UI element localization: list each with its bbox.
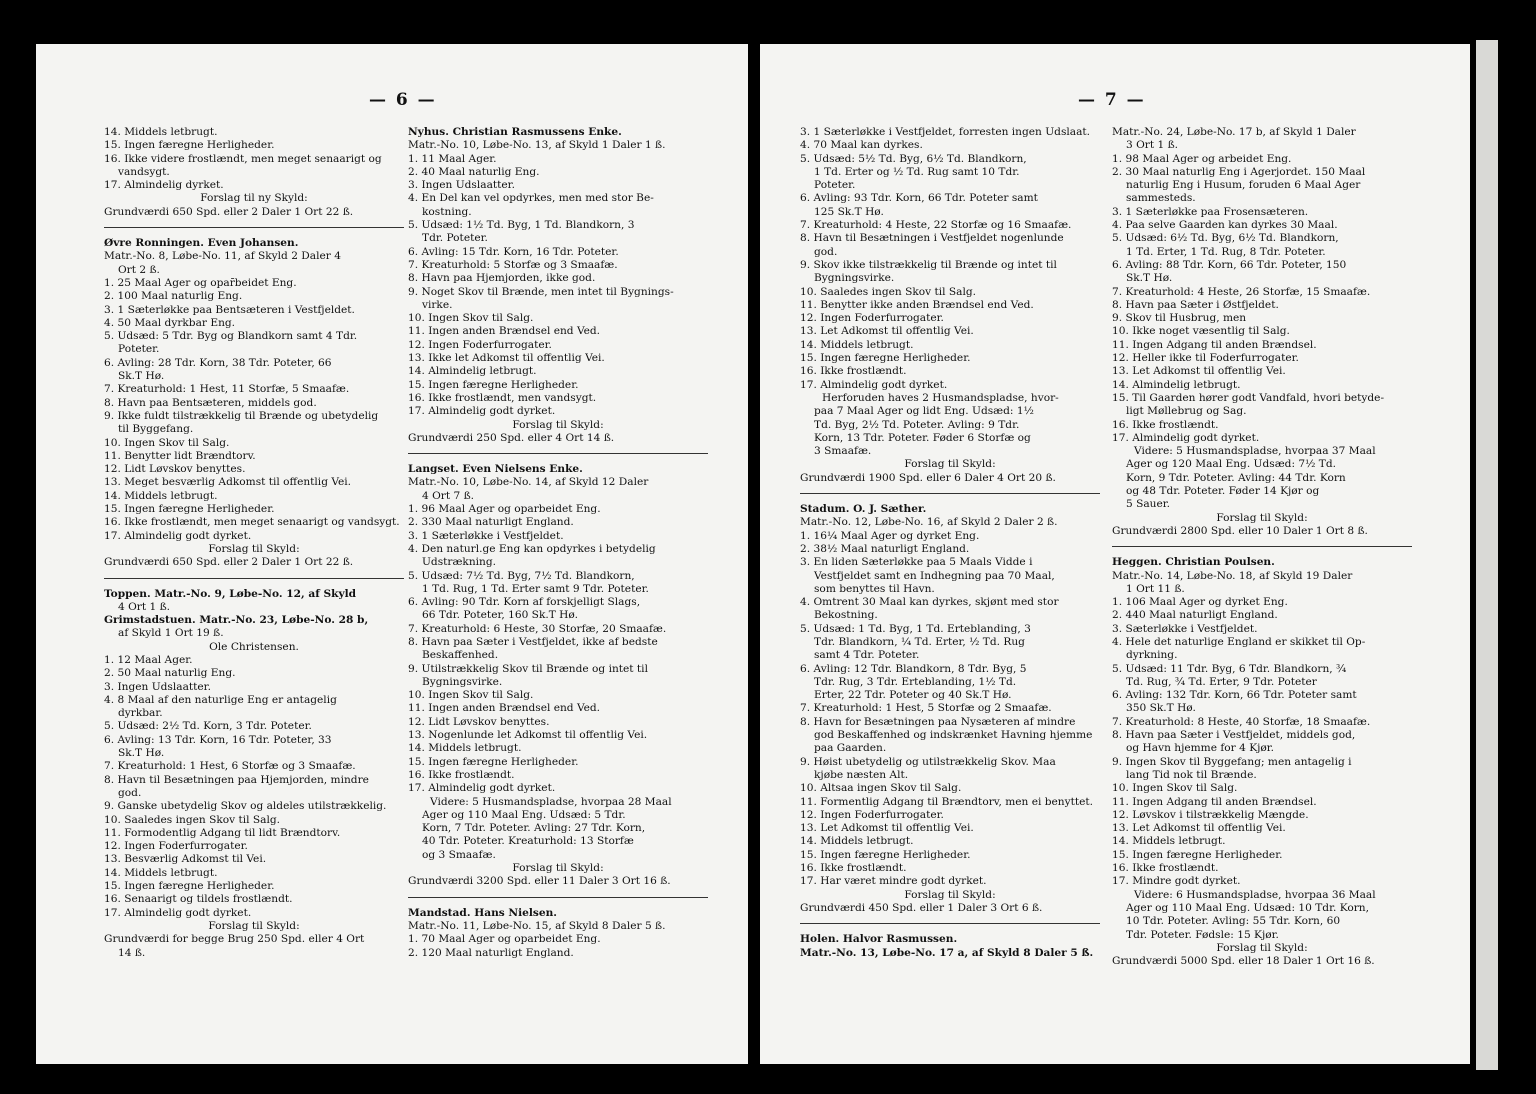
text-line: Tdr. Poteter.: [422, 232, 488, 245]
text-line: 4. 8 Maal af den naturlige Eng er antagelig: [104, 693, 337, 706]
text-line: 17. Almindelig godt dyrket.: [408, 782, 556, 795]
text-line: 6. Avling: 28 Tdr. Korn, 38 Tdr. Poteter, 66: [104, 356, 332, 369]
text-line: og Havn hjemme for 4 Kjør.: [1126, 742, 1275, 755]
text-line: lang Tid nok til Brænde.: [1126, 768, 1257, 781]
text-line: Herforuden haves 2 Husmandspladse, hvor-: [822, 391, 1059, 404]
text-line: Sk.T Hø.: [118, 370, 165, 383]
text-line: Forslag til Skyld:: [208, 919, 300, 932]
page-edge-strip: [1476, 40, 1498, 1070]
text-line: 17. Almindelig godt dyrket.: [104, 529, 252, 542]
text-line: 15. Ingen færegne Herligheder.: [408, 378, 579, 391]
text-line: Matr.-No. 14, Løbe-No. 18, af Skyld 19 Daler: [1112, 569, 1353, 582]
text-line: Ort 2 ß.: [118, 263, 160, 276]
text-line: 13. Meget besværlig Adkomst til offentlig Vei.: [104, 476, 352, 489]
text-line: 3 Ort 1 ß.: [1126, 139, 1179, 152]
text-line: Forslag til ny Skyld:: [200, 192, 308, 205]
text-line: 2. 38½ Maal naturligt England.: [800, 542, 970, 555]
text-line: 13. Let Adkomst til offentlig Vei.: [1112, 365, 1286, 378]
entry-heading: Langset. Even Nielsens Enke.: [408, 463, 583, 476]
section-divider: [800, 923, 1100, 924]
text-line: 3. En liden Sæterløkke paa 5 Maals Vidde i: [800, 556, 1033, 569]
text-line: 15. Ingen færegne Herligheder.: [800, 848, 971, 861]
text-line: 17. Almindelig godt dyrket.: [1112, 431, 1260, 444]
right-column-2: [1112, 126, 1412, 968]
text-line: 13. Let Adkomst til offentlig Vei.: [800, 325, 974, 338]
text-line: 1. 106 Maal Ager og dyrket Eng.: [1112, 596, 1288, 609]
text-line: Ager og 110 Maal Eng. Udsæd: 5 Tdr.: [422, 808, 626, 821]
text-line: 8. Havn til Besætningen paa Hjemjorden, mindre: [104, 773, 369, 786]
text-line: 16. Ikke frostlændt.: [1112, 862, 1219, 875]
text-line: Forslag til Skyld:: [1216, 941, 1308, 954]
text-line: 16. Ikke frostlændt.: [800, 862, 907, 875]
text-line: Ole Christensen.: [209, 640, 299, 653]
text-line: 10. Ingen Skov til Salg.: [104, 436, 230, 449]
text-line: 5. Udsæd: 5 Tdr. Byg og Blandkorn samt 4 Tdr.: [104, 330, 358, 343]
text-line: 1. 70 Maal Ager og oparbeidet Eng.: [408, 933, 601, 946]
text-line: 1 Ort 11 ß.: [1126, 582, 1185, 595]
text-line: 1 Td. Erter og ½ Td. Rug samt 10 Tdr.: [814, 165, 1020, 178]
entry-heading: Øvre Ronningen. Even Johansen.: [104, 237, 299, 250]
text-line: Forslag til Skyld:: [1216, 511, 1308, 524]
text-line: af Skyld 1 Ort 19 ß.: [118, 627, 224, 640]
text-line: 350 Sk.T Hø.: [1126, 702, 1196, 715]
text-line: 3. Ingen Udslaatter.: [408, 179, 515, 192]
text-line: 6. Avling: 93 Tdr. Korn, 66 Tdr. Poteter samt: [800, 192, 1038, 205]
text-line: Forslag til Skyld:: [208, 542, 300, 555]
text-line: 8. Havn for Besætningen paa Nysæteren af mindre: [800, 715, 1076, 728]
text-line: 14. Middels letbrugt.: [800, 835, 914, 848]
text-line: 17. Almindelig dyrket.: [104, 179, 224, 192]
text-line: 12. Ingen Foderfurrogater.: [800, 808, 944, 821]
text-line: 11. Formodentlig Adgang til lidt Brændtorv.: [104, 826, 341, 839]
text-line: Td. Rug, ¾ Td. Erter, 9 Tdr. Poteter: [1126, 675, 1317, 688]
text-line: 12. Ingen Foderfurrogater.: [408, 338, 552, 351]
text-line: 4. Paa selve Gaarden kan dyrkes 30 Maal.: [1112, 219, 1338, 232]
text-line: 5. Udsæd: 7½ Td. Byg, 7½ Td. Blandkorn,: [408, 569, 635, 582]
section-divider: [104, 227, 404, 228]
text-line: paa 7 Maal Ager og lidt Eng. Udsæd: 1½: [814, 405, 1034, 418]
text-line: 14. Middels letbrugt.: [104, 866, 218, 879]
section-divider: [104, 578, 404, 579]
text-line: 4. Hele det naturlige England er skikket til Op-: [1112, 635, 1366, 648]
text-line: 2. 100 Maal naturlig Eng.: [104, 290, 243, 303]
entry-heading: Matr.-No. 13, Løbe-No. 17 a, af Skyld 8 Daler 5 ß.: [800, 946, 1094, 959]
text-line: 12. Ingen Foderfurrogater.: [800, 312, 944, 325]
text-line: Grundværdi 650 Spd. eller 2 Daler 1 Ort 22 ß.: [104, 205, 354, 218]
text-line: 15. Til Gaarden hører godt Vandfald, hvori betyde-: [1112, 391, 1385, 404]
text-line: Sk.T Hø.: [118, 747, 165, 760]
text-line: god.: [814, 245, 838, 258]
text-line: 3. 1 Sæterløkke paa Bentsæteren i Vestfjeldet.: [104, 303, 355, 316]
text-line: 17. Almindelig godt dyrket.: [800, 378, 948, 391]
entry-heading: Grimstadstuen. Matr.-No. 23, Løbe-No. 28 b,: [104, 614, 369, 627]
text-line: 5. Udsæd: 1½ Td. Byg, 1 Td. Blandkorn, 3: [408, 219, 635, 232]
text-line: 9. Ingen Skov til Byggefang; men antagelig i: [1112, 755, 1352, 768]
text-line: 11. Ingen anden Brændsel end Ved.: [408, 325, 601, 338]
entry-heading: Toppen. Matr.-No. 9, Løbe-No. 12, af Skyld: [104, 587, 357, 600]
text-line: 10 Tdr. Poteter. Avling: 55 Tdr. Korn, 60: [1126, 915, 1341, 928]
text-line: vandsygt.: [118, 165, 170, 178]
text-line: 17. Mindre godt dyrket.: [1112, 875, 1241, 888]
text-line: 15. Ingen færegne Herligheder.: [104, 139, 275, 152]
text-line: 7. Kreaturhold: 4 Heste, 26 Storfæ, 15 Smaafæ.: [1112, 285, 1371, 298]
entry-heading: Mandstad. Hans Nielsen.: [408, 906, 558, 919]
text-line: dyrkbar.: [118, 707, 163, 720]
text-line: 10. Ingen Skov til Salg.: [408, 689, 534, 702]
text-line: 7. Kreaturhold: 1 Hest, 5 Storfæ og 2 Smaafæ.: [800, 702, 1052, 715]
text-line: samt 4 Tdr. Poteter.: [814, 649, 920, 662]
text-line: Grundværdi for begge Brug 250 Spd. eller 4 Ort: [104, 933, 365, 946]
text-line: 2. 30 Maal naturlig Eng i Agerjordet. 150 Maal: [1112, 165, 1366, 178]
text-line: Korn, 7 Tdr. Poteter. Avling: 27 Tdr. Korn,: [422, 822, 646, 835]
text-line: 11. Ingen Adgang til anden Brændsel.: [1112, 338, 1317, 351]
text-line: 10. Saaledes ingen Skov til Salg.: [800, 285, 976, 298]
text-line: Forslag til Skyld:: [904, 458, 996, 471]
text-line: 16. Senaarigt og tildels frostlændt.: [104, 893, 293, 906]
text-line: Matr.-No. 12, Løbe-No. 16, af Skyld 2 Daler 2 ß.: [800, 516, 1058, 529]
text-line: 12. Lidt Løvskov benyttes.: [104, 463, 246, 476]
right-column-1: [800, 126, 1100, 960]
text-line: Grundværdi 2800 Spd. eller 10 Daler 1 Ort 8 ß.: [1112, 524, 1368, 537]
left-column-2: [408, 126, 708, 960]
text-line: Sk.T Hø.: [1126, 272, 1173, 285]
text-line: Matr.-No. 10, Løbe-No. 14, af Skyld 12 Daler: [408, 476, 649, 489]
text-line: 5. Udsæd: 11 Tdr. Byg, 6 Tdr. Blandkorn, ¾: [1112, 662, 1347, 675]
text-line: Grundværdi 250 Spd. eller 4 Ort 14 ß.: [408, 431, 615, 444]
text-line: 1. 12 Maal Ager.: [104, 653, 193, 666]
text-line: 8. Havn paa Sæter i Østfjeldet.: [1112, 298, 1279, 311]
text-line: Erter, 22 Tdr. Poteter og 40 Sk.T Hø.: [814, 689, 1012, 702]
text-line: 125 Sk.T Hø.: [814, 205, 884, 218]
text-line: 10. Ingen Skov til Salg.: [408, 312, 534, 325]
text-line: Grundværdi 450 Spd. eller 1 Daler 3 Ort 6 ß.: [800, 901, 1043, 914]
text-line: paa Gaarden.: [814, 742, 887, 755]
text-line: 1 Td. Erter, 1 Td. Rug, 8 Tdr. Poteter.: [1126, 245, 1326, 258]
text-line: Grundværdi 5000 Spd. eller 18 Daler 1 Ort 16 ß.: [1112, 955, 1375, 968]
text-line: 9. Høist ubetydelig og utilstrækkelig Skov. Maa: [800, 755, 1056, 768]
text-line: 7. Kreaturhold: 4 Heste, 22 Storfæ og 16 Smaafæ.: [800, 219, 1072, 232]
text-line: 17. Almindelig godt dyrket.: [408, 405, 556, 418]
text-line: til Byggefang.: [118, 423, 194, 436]
text-line: 7. Kreaturhold: 5 Storfæ og 3 Smaafæ.: [408, 258, 618, 271]
text-line: 2. 440 Maal naturligt England.: [1112, 609, 1278, 622]
text-line: 8. Havn paa Bentsæteren, middels god.: [104, 396, 317, 409]
text-line: 16. Ikke frostlændt, men vandsygt.: [408, 391, 597, 404]
text-line: 6. Avling: 90 Tdr. Korn af forskjelligt Slags,: [408, 596, 641, 609]
text-line: 14. Middels letbrugt.: [800, 338, 914, 351]
text-line: 4. 50 Maal dyrkbar Eng.: [104, 316, 236, 329]
text-line: 10. Ikke noget væsentlig til Salg.: [1112, 325, 1290, 338]
text-line: 9. Skov ikke tilstrækkelig til Brænde og intet til: [800, 258, 1057, 271]
text-line: 11. Benytter lidt Brændtorv.: [104, 449, 256, 462]
text-line: 5. Udsæd: 1 Td. Byg, 1 Td. Erteblanding, 3: [800, 622, 1031, 635]
text-line: 15. Ingen færegne Herligheder.: [104, 503, 275, 516]
text-line: 15. Ingen færegne Herligheder.: [104, 880, 275, 893]
text-line: 14 ß.: [118, 946, 146, 959]
text-line: 66 Tdr. Poteter, 160 Sk.T Hø.: [422, 609, 578, 622]
text-line: 12. Løvskov i tilstrækkelig Mængde.: [1112, 808, 1309, 821]
text-line: 9. Ganske ubetydelig Skov og aldeles utilstrækkelig.: [104, 800, 387, 813]
text-line: Videre: 5 Husmandspladse, hvorpaa 28 Maal: [430, 795, 672, 808]
text-line: som benyttes til Havn.: [814, 582, 935, 595]
text-line: virke.: [422, 298, 453, 311]
text-line: Grundværdi 650 Spd. eller 2 Daler 1 Ort 22 ß.: [104, 556, 354, 569]
text-line: kostning.: [422, 205, 472, 218]
text-line: 14. Almindelig letbrugt.: [408, 365, 537, 378]
text-line: 6. Avling: 132 Tdr. Korn, 66 Tdr. Poteter samt: [1112, 689, 1357, 702]
text-line: 7. Kreaturhold: 1 Hest, 6 Storfæ og 3 Smaafæ.: [104, 760, 356, 773]
text-line: 10. Saaledes ingen Skov til Salg.: [104, 813, 280, 826]
text-line: 1 Td. Rug, 1 Td. Erter samt 9 Tdr. Poteter.: [422, 582, 649, 595]
text-line: sammesteds.: [1126, 192, 1196, 205]
text-line: 6. Avling: 15 Tdr. Korn, 16 Tdr. Poteter.: [408, 245, 619, 258]
text-line: 2. 50 Maal naturlig Eng.: [104, 667, 236, 680]
text-line: 3. Ingen Udslaatter.: [104, 680, 211, 693]
text-line: Bekostning.: [814, 609, 878, 622]
text-line: 15. Ingen færegne Herligheder.: [800, 352, 971, 365]
text-line: 14. Middels letbrugt.: [104, 489, 218, 502]
text-line: 9. Ikke fuldt tilstrækkelig til Brænde og ubetydelig: [104, 409, 379, 422]
entry-heading: Stadum. O. J. Sæther.: [800, 503, 927, 516]
text-line: Matr.-No. 10, Løbe-No. 13, af Skyld 1 Daler 1 ß.: [408, 139, 666, 152]
text-line: 3. 1 Sæterløkke paa Frosensæteren.: [1112, 205, 1309, 218]
text-line: 40 Tdr. Poteter. Kreaturhold: 13 Storfæ: [422, 835, 634, 848]
text-line: 16. Ikke videre frostlændt, men meget senaarigt og: [104, 152, 382, 165]
text-line: dyrkning.: [1126, 649, 1178, 662]
text-line: 4. En Del kan vel opdyrkes, men med stor Be-: [408, 192, 654, 205]
text-line: Ager og 120 Maal Eng. Udsæd: 7½ Td.: [1126, 458, 1336, 471]
text-line: 14. Middels letbrugt.: [104, 126, 218, 138]
text-line: 8. Havn paa Hjemjorden, ikke god.: [408, 272, 596, 285]
text-line: 12. Lidt Løvskov benyttes.: [408, 715, 550, 728]
text-line: Td. Byg, 2½ Td. Poteter. Avling: 9 Tdr.: [814, 418, 1020, 431]
text-line: 15. Ingen færegne Herligheder.: [1112, 848, 1283, 861]
section-divider: [408, 453, 708, 454]
text-line: 2. 40 Maal naturlig Eng.: [408, 165, 540, 178]
text-line: Forslag til Skyld:: [512, 862, 604, 875]
text-line: 14. Middels letbrugt.: [1112, 835, 1226, 848]
text-line: 16. Ikke frostlændt.: [408, 768, 515, 781]
text-line: 4 Ort 7 ß.: [422, 489, 475, 502]
text-line: Matr.-No. 11, Løbe-No. 15, af Skyld 8 Daler 5 ß.: [408, 919, 666, 932]
text-line: Ager og 110 Maal Eng. Udsæd: 10 Tdr. Korn,: [1126, 901, 1369, 914]
text-line: 5. Udsæd: 2½ Td. Korn, 3 Tdr. Poteter.: [104, 720, 312, 733]
text-line: 9. Noget Skov til Brænde, men intet til Bygnings-: [408, 285, 674, 298]
text-line: Korn, 13 Tdr. Poteter. Føder 6 Storfæ og: [814, 431, 1031, 444]
text-line: 5 Sauer.: [1126, 498, 1171, 511]
entry-heading: Holen. Halvor Rasmussen.: [800, 933, 958, 946]
text-line: 13. Let Adkomst til offentlig Vei.: [1112, 822, 1286, 835]
text-line: 2. 120 Maal naturligt England.: [408, 946, 574, 959]
text-line: 8. Havn til Besætningen i Vestfjeldet nogenlunde: [800, 232, 1064, 245]
text-line: 5. Udsæd: 6½ Td. Byg, 6½ Td. Blandkorn,: [1112, 232, 1339, 245]
text-line: Videre: 5 Husmandspladse, hvorpaa 37 Maal: [1134, 445, 1376, 458]
left-column-1: [104, 126, 404, 960]
text-line: Bygningsvirke.: [814, 272, 895, 285]
text-line: 11. Ingen Adgang til anden Brændsel.: [1112, 795, 1317, 808]
text-line: 6. Avling: 12 Tdr. Blandkorn, 8 Tdr. Byg, 5: [800, 662, 1027, 675]
text-line: 9. Skov til Husbrug, men: [1112, 312, 1247, 325]
text-line: Tdr. Poteter. Fødsle: 15 Kjør.: [1126, 928, 1279, 941]
text-line: Korn, 9 Tdr. Poteter. Avling: 44 Tdr. Korn: [1126, 471, 1346, 484]
left-page: [36, 44, 748, 1064]
text-line: 12. Ingen Foderfurrogater.: [104, 840, 248, 853]
text-line: 12. Heller ikke til Foderfurrogater.: [1112, 352, 1299, 365]
text-line: Poteter.: [118, 343, 160, 356]
text-line: 16. Ikke frostlændt.: [800, 365, 907, 378]
text-line: 11. Formentlig Adgang til Brændtorv, men ei benyttet.: [800, 795, 1094, 808]
text-line: Matr.-No. 24, Løbe-No. 17 b, af Skyld 1 Daler: [1112, 126, 1356, 138]
text-line: 3. 1 Sæterløkke i Vestfjeldet, forresten ingen Udslaat.: [800, 126, 1091, 138]
text-line: Poteter.: [814, 179, 856, 192]
text-line: 10. Ingen Skov til Salg.: [1112, 782, 1238, 795]
page-number-left: — 6 —: [369, 90, 437, 110]
text-line: 13. Besværlig Adkomst til Vei.: [104, 853, 267, 866]
text-line: 4. Den naturl.ge Eng kan opdyrkes i betydelig: [408, 542, 656, 555]
text-line: 6. Avling: 13 Tdr. Korn, 16 Tdr. Poteter, 33: [104, 733, 332, 746]
text-line: 8. Havn paa Sæter i Vestfjeldet, ikke af bedste: [408, 635, 658, 648]
text-line: 15. Ingen færegne Herligheder.: [408, 755, 579, 768]
text-line: og 48 Tdr. Poteter. Føder 14 Kjør og: [1126, 485, 1320, 498]
text-line: 10. Altsaa ingen Skov til Salg.: [800, 782, 962, 795]
text-line: Bygningsvirke.: [422, 675, 503, 688]
text-line: 8. Havn paa Sæter i Vestfjeldet, middels god,: [1112, 729, 1356, 742]
text-line: 3. 1 Sæterløkke i Vestfjeldet.: [408, 529, 564, 542]
text-line: 1. 25 Maal Ager og opar̄beidet Eng.: [104, 276, 297, 289]
text-line: 1. 11 Maal Ager.: [408, 152, 497, 165]
text-line: 11. Ingen anden Brændsel end Ved.: [408, 702, 601, 715]
text-line: 17. Har været mindre godt dyrket.: [800, 875, 987, 888]
section-divider: [800, 493, 1100, 494]
text-line: god Beskaffenhed og indskrænket Havning hjemme: [814, 729, 1093, 742]
text-line: 16. Ikke frostlændt.: [1112, 418, 1219, 431]
text-line: Beskaffenhed.: [422, 649, 499, 662]
text-line: kjøbe næsten Alt.: [814, 768, 909, 781]
text-line: naturlig Eng i Husum, foruden 6 Maal Ager: [1126, 179, 1361, 192]
text-line: Forslag til Skyld:: [904, 888, 996, 901]
text-line: Grundværdi 3200 Spd. eller 11 Daler 3 Ort 16 ß.: [408, 875, 671, 888]
text-line: 14. Middels letbrugt.: [408, 742, 522, 755]
text-line: 4. Omtrent 30 Maal kan dyrkes, skjønt med stor: [800, 596, 1059, 609]
text-line: 4. 70 Maal kan dyrkes.: [800, 139, 923, 152]
text-line: 7. Kreaturhold: 8 Heste, 40 Storfæ, 18 Smaafæ.: [1112, 715, 1371, 728]
section-divider: [408, 897, 708, 898]
text-line: 13. Ikke let Adkomst til offentlig Vei.: [408, 352, 605, 365]
text-line: 3. Sæterløkke i Vestfjeldet.: [1112, 622, 1258, 635]
entry-heading: Heggen. Christian Poulsen.: [1112, 556, 1275, 569]
text-line: 2. 330 Maal naturligt England.: [408, 516, 574, 529]
text-line: Matr.-No. 8, Løbe-No. 11, af Skyld 2 Daler 4: [104, 250, 341, 263]
text-line: 7. Kreaturhold: 6 Heste, 30 Storfæ, 20 Smaafæ.: [408, 622, 667, 635]
text-line: 1. 16¼ Maal Ager og dyrket Eng.: [800, 529, 980, 542]
text-line: god.: [118, 786, 142, 799]
page-number-right: — 7 —: [1078, 90, 1146, 110]
text-line: Vestfjeldet samt en Indhegning paa 70 Maal,: [814, 569, 1055, 582]
text-line: 14. Almindelig letbrugt.: [1112, 378, 1241, 391]
text-line: 4 Ort 1 ß.: [118, 600, 171, 613]
text-line: Videre: 6 Husmandspladse, hvorpaa 36 Maal: [1134, 888, 1376, 901]
text-line: Udstrækning.: [422, 556, 497, 569]
text-line: 17. Almindelig godt dyrket.: [104, 906, 252, 919]
text-line: 16. Ikke frostlændt, men meget senaarigt og vandsygt.: [104, 516, 400, 529]
text-line: 13. Nogenlunde let Adkomst til offentlig Vei.: [408, 729, 648, 742]
text-line: ligt Møllebrug og Sag.: [1126, 405, 1247, 418]
text-line: Tdr. Rug, 3 Tdr. Erteblanding, 1½ Td.: [814, 675, 1017, 688]
text-line: 3 Smaafæ.: [814, 445, 872, 458]
text-line: 13. Let Adkomst til offentlig Vei.: [800, 822, 974, 835]
text-line: 6. Avling: 88 Tdr. Korn, 66 Tdr. Poteter, 150: [1112, 258, 1347, 271]
right-page: [760, 44, 1470, 1064]
text-line: Grundværdi 1900 Spd. eller 6 Daler 4 Ort 20 ß.: [800, 471, 1056, 484]
text-line: Tdr. Blandkorn, ¼ Td. Erter, ½ Td. Rug: [814, 635, 1025, 648]
text-line: og 3 Smaafæ.: [422, 848, 496, 861]
text-line: 11. Benytter ikke anden Brændsel end Ved.: [800, 298, 1034, 311]
entry-heading: Nyhus. Christian Rasmussens Enke.: [408, 126, 622, 138]
text-line: 7. Kreaturhold: 1 Hest, 11 Storfæ, 5 Smaafæ.: [104, 383, 350, 396]
text-line: 1. 98 Maal Ager og arbeidet Eng.: [1112, 152, 1292, 165]
text-line: Forslag til Skyld:: [512, 418, 604, 431]
text-line: 1. 96 Maal Ager og oparbeidet Eng.: [408, 503, 601, 516]
text-line: 9. Utilstrækkelig Skov til Brænde og intet til: [408, 662, 648, 675]
section-divider: [1112, 546, 1412, 547]
text-line: 5. Udsæd: 5½ Td. Byg, 6½ Td. Blandkorn,: [800, 152, 1027, 165]
